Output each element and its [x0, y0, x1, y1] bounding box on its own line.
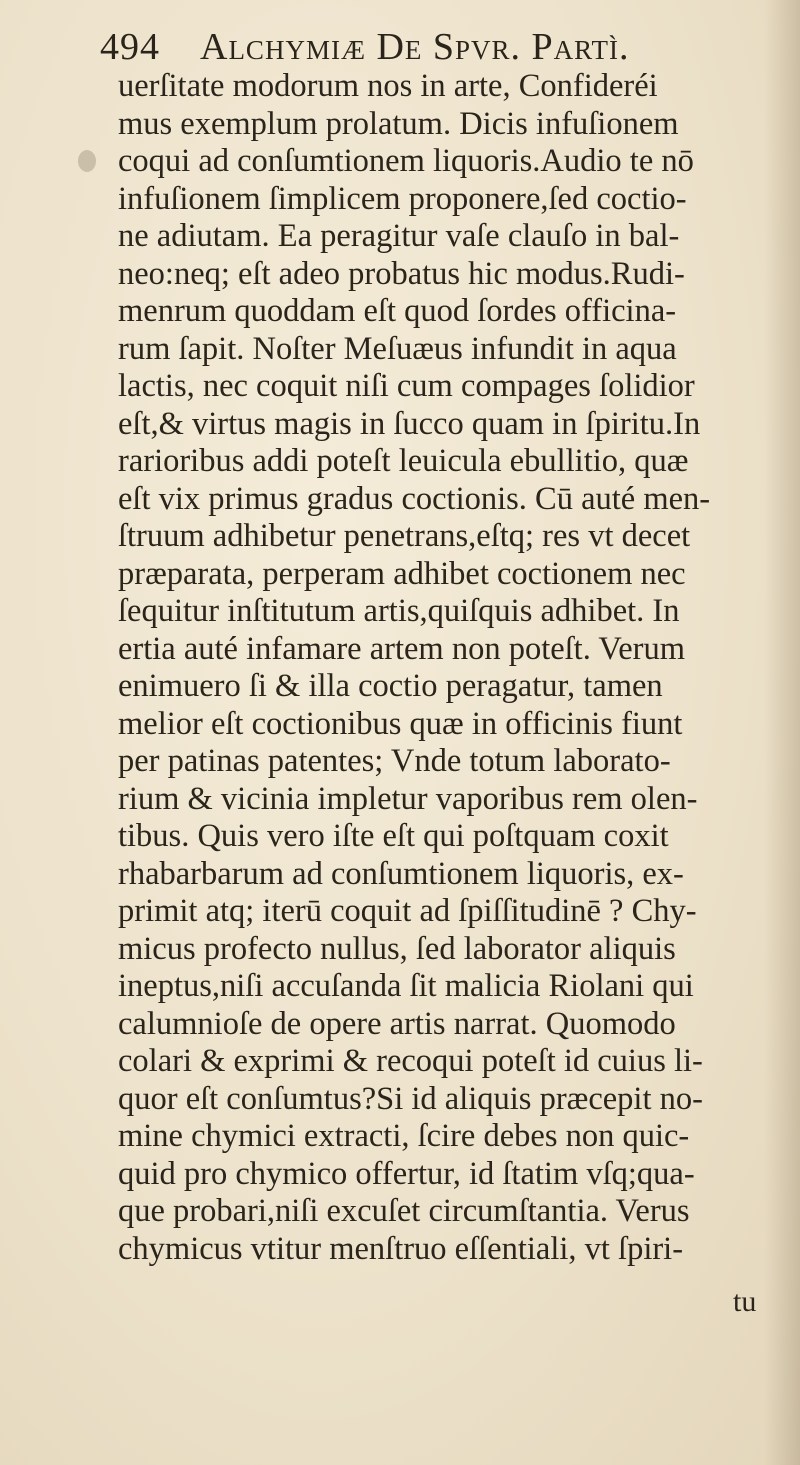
text-line: menrum quoddam eſt quod ſordes officina- [118, 293, 677, 329]
text-line: ſequitur inſtitutum artis,quiſquis adhibet. In [118, 593, 680, 629]
text-line: enimuero ſi & illa coctio peragatur, tamen [118, 668, 663, 704]
text-line: eſt vix primus gradus coctionis. Cū auté men- [118, 480, 711, 517]
text-line: mus exemplum prolatum. Dicis infuſionem [118, 105, 679, 142]
text-body [118, 68, 778, 1268]
text-line: lactis, nec coquit niſi cum compages ſolidior [118, 368, 695, 404]
catchword: tu [733, 1285, 757, 1318]
text-line: coqui ad conſumtionem liquoris.Audio te nō [118, 143, 694, 179]
text-line: rhabarbarum ad conſumtionem liquoris, ex- [118, 855, 684, 892]
text-line: ertia auté infamare artem non poteſt. Verum [118, 630, 686, 667]
text-line: primit atq; iterū coquit ad ſpiſſitudinē ? Chy- [118, 893, 697, 929]
text-line: neo:neq; eſt adeo probatus hic modus.Rudi- [118, 255, 685, 292]
text-line: chymicus vtitur menſtruo eſſentiali, vt ſpiri- [118, 1230, 684, 1267]
text-line: que probari,niſi excuſet circumſtantia. Verus [118, 1193, 690, 1229]
text-line: rium & vicinia impletur vaporibus rem olen- [118, 780, 698, 817]
text-line: præparata, perperam adhibet coctionem nec [118, 555, 686, 592]
text-line: per patinas patentes; Vnde totum laborato- [118, 743, 671, 779]
text-line: quor eſt conſumtus?Si id aliquis præcepit no- [118, 1080, 703, 1117]
text-line: quid pro chymico offertur, id ſtatim vſq;qua- [118, 1155, 695, 1192]
text-line: ne adiutam. Ea peragitur vaſe clauſo in bal- [118, 218, 680, 254]
page-number: 494 [100, 26, 160, 68]
text-line: ſtruum adhibetur penetrans,eſtq; res vt decet [118, 518, 691, 554]
text-line: eſt,& virtus magis in ſucco quam in ſpiritu.In [118, 405, 701, 442]
running-title: Alchymiæ De Spvr. Partì. [200, 26, 630, 68]
text-line: calumnioſe de opere artis narrat. Quomodo [118, 1005, 676, 1042]
text-line: uerſitate modorum nos in arte, Confideréi [118, 68, 658, 104]
text-line: ineptus,niſi accuſanda ſit malicia Riolani qui [118, 968, 694, 1004]
text-line: colari & exprimi & recoqui poteſt id cuius li- [118, 1043, 703, 1079]
text-line: rarioribus addi poteſt leuicula ebullitio, quæ [118, 443, 689, 479]
text-line: micus profecto nullus, ſed laborator aliquis [118, 930, 676, 967]
text-line: infuſionem ſimplicem proponere,ſed coctio- [118, 180, 687, 217]
text-line: tibus. Quis vero iſte eſt qui poſtquam coxit [118, 818, 669, 854]
ink-blot [78, 150, 96, 172]
text-line: melior eſt coctionibus quæ in officinis fiunt [118, 705, 683, 742]
text-line: rum ſapit. Noſter Meſuæus infundit in aqua [118, 330, 677, 367]
text-line: mine chymici extracti, ſcire debes non quic- [118, 1118, 690, 1154]
running-header [100, 22, 780, 72]
